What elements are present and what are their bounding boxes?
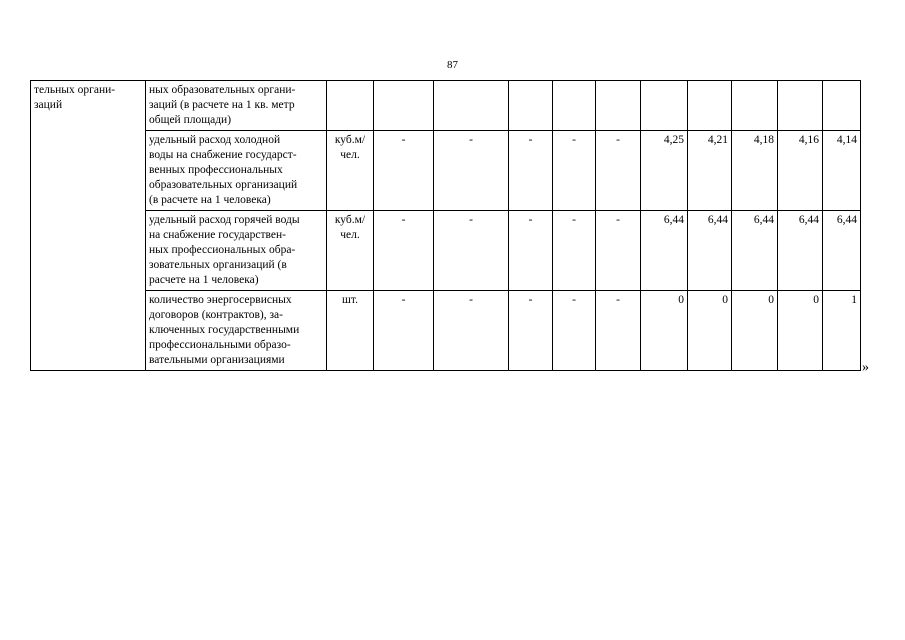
value-cell <box>509 81 553 131</box>
value-cell: 6,44 <box>778 211 823 291</box>
table-row <box>31 131 861 211</box>
indicator-cell: удельный расход холодной воды на снабжение государст- венных профессиональных образовательных организаций (в расчете на 1 человека) <box>146 131 327 211</box>
value-cell <box>596 81 641 131</box>
value-cell: - <box>596 211 641 291</box>
value-cell <box>553 81 596 131</box>
data-table <box>30 80 861 371</box>
value-cell <box>641 81 688 131</box>
table-row <box>31 291 861 371</box>
value-cell: 0 <box>641 291 688 371</box>
value-cell: 1 <box>823 291 861 371</box>
value-cell: 6,44 <box>823 211 861 291</box>
value-cell: 6,44 <box>732 211 778 291</box>
closing-quote: » <box>862 360 869 375</box>
indicator-cell: ных образовательных органи- заций (в расчете на 1 кв. метр общей площади) <box>146 81 327 131</box>
value-cell: - <box>374 211 434 291</box>
unit-cell: куб.м/ чел. <box>327 131 374 211</box>
organization-cell: тельных органи- заций <box>31 81 146 371</box>
value-cell: 4,18 <box>732 131 778 211</box>
value-cell: - <box>434 131 509 211</box>
value-cell: - <box>553 211 596 291</box>
value-cell: 4,21 <box>688 131 732 211</box>
value-cell: 4,25 <box>641 131 688 211</box>
unit-cell <box>327 81 374 131</box>
table-body <box>31 81 861 371</box>
value-cell: - <box>509 211 553 291</box>
value-cell: 6,44 <box>688 211 732 291</box>
value-cell: - <box>553 131 596 211</box>
unit-cell: куб.м/ чел. <box>327 211 374 291</box>
value-cell: 6,44 <box>641 211 688 291</box>
page-number: 87 <box>447 59 458 71</box>
value-cell: - <box>374 131 434 211</box>
unit-cell: шт. <box>327 291 374 371</box>
table-row <box>31 81 861 131</box>
value-cell <box>434 81 509 131</box>
value-cell <box>778 81 823 131</box>
value-cell: 0 <box>732 291 778 371</box>
value-cell <box>688 81 732 131</box>
value-cell: 0 <box>688 291 732 371</box>
indicator-cell: количество энергосервисных договоров (контрактов), за- ключенных государственными профессиональными образо- вательными организациями <box>146 291 327 371</box>
value-cell: - <box>509 131 553 211</box>
value-cell: - <box>553 291 596 371</box>
value-cell: - <box>596 131 641 211</box>
value-cell: 4,16 <box>778 131 823 211</box>
value-cell: - <box>509 291 553 371</box>
value-cell: - <box>434 211 509 291</box>
value-cell: - <box>434 291 509 371</box>
value-cell <box>374 81 434 131</box>
value-cell <box>732 81 778 131</box>
indicator-cell: удельный расход горячей воды на снабжение государствен- ных профессиональных обра- зовательных организаций (в расчете на 1 человека) <box>146 211 327 291</box>
table-row <box>31 211 861 291</box>
value-cell <box>823 81 861 131</box>
value-cell: 4,14 <box>823 131 861 211</box>
value-cell: - <box>596 291 641 371</box>
value-cell: - <box>374 291 434 371</box>
value-cell: 0 <box>778 291 823 371</box>
